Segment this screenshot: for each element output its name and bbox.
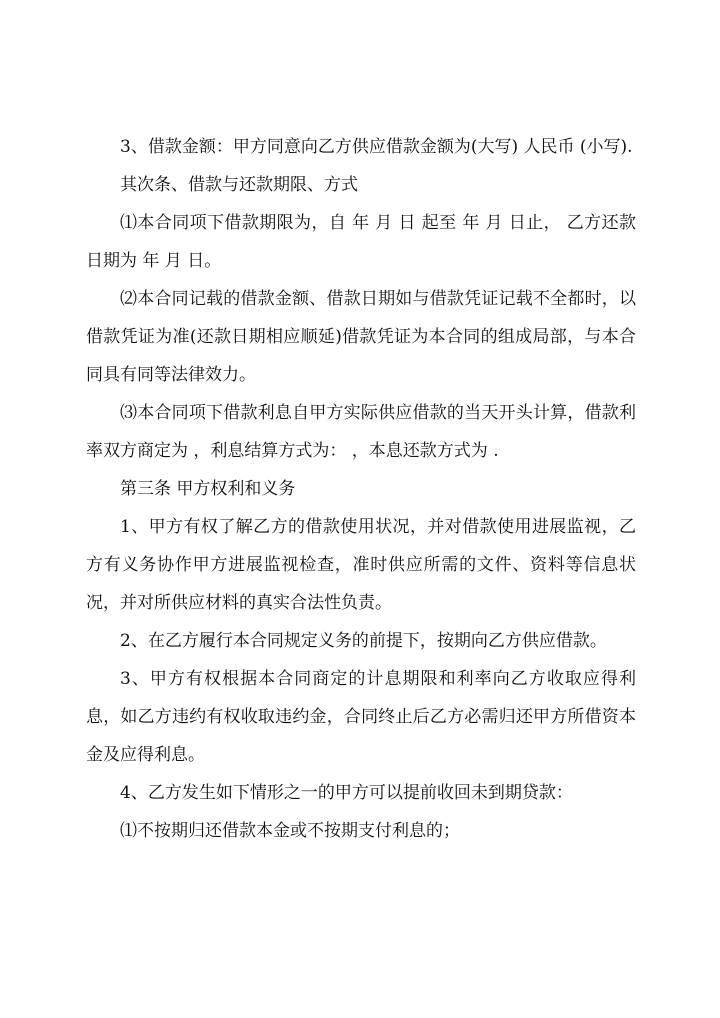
paragraph-early-recall-1: ⑴不按期归还借款本金或不按期支付利息的； (120, 821, 460, 841)
paragraph-loan-interest: ⑶本合同项下借款利息自甲方实际供应借款的当天开头计算，借款利率双方商定为 ，利息结算方式为： ，本息还款方式为 . (86, 403, 636, 461)
paragraph-lender-right-4: 4、乙方发生如下情形之一的甲方可以提前收回未到期贷款： (120, 783, 573, 803)
paragraph-lender-right-1: 1、甲方有权了解乙方的借款使用状况，并对借款使用进展监视，乙方有义务协作甲方进展监视检查，准时供应所需的文件、资料等信息状况，并对所供应材料的真实合法性负责。 (86, 517, 636, 613)
paragraph-lender-right-2: 2、在乙方履行本合同规定义务的前提下，按期向乙方供应借款。 (120, 631, 607, 651)
paragraph-loan-term: ⑴本合同项下借款期限为，自 年 月 日 起至 年 月 日止， 乙方还款日期为 年 月 日。 (86, 213, 636, 271)
heading-article-3: 第三条 甲方权利和义务 (120, 479, 296, 499)
document-body (86, 128, 636, 850)
paragraph-loan-amount: 3、借款金额：甲方同意向乙方供应借款金额为(大写) 人民币 (小写). (120, 137, 633, 157)
heading-article-2: 其次条、借款与还款期限、方式 (120, 175, 358, 195)
paragraph-lender-right-3: 3、甲方有权根据本合同商定的计息期限和利率向乙方收取应得利息，如乙方违约有权收取违约金，合同终止后乙方必需归还甲方所借资本金及应得利息。 (86, 669, 636, 765)
paragraph-loan-voucher: ⑵本合同记载的借款金额、借款日期如与借款凭证记载不全都时，以借款凭证为准(还款日期相应顺延)借款凭证为本合同的组成局部，与本合同具有同等法律效力。 (86, 289, 636, 385)
